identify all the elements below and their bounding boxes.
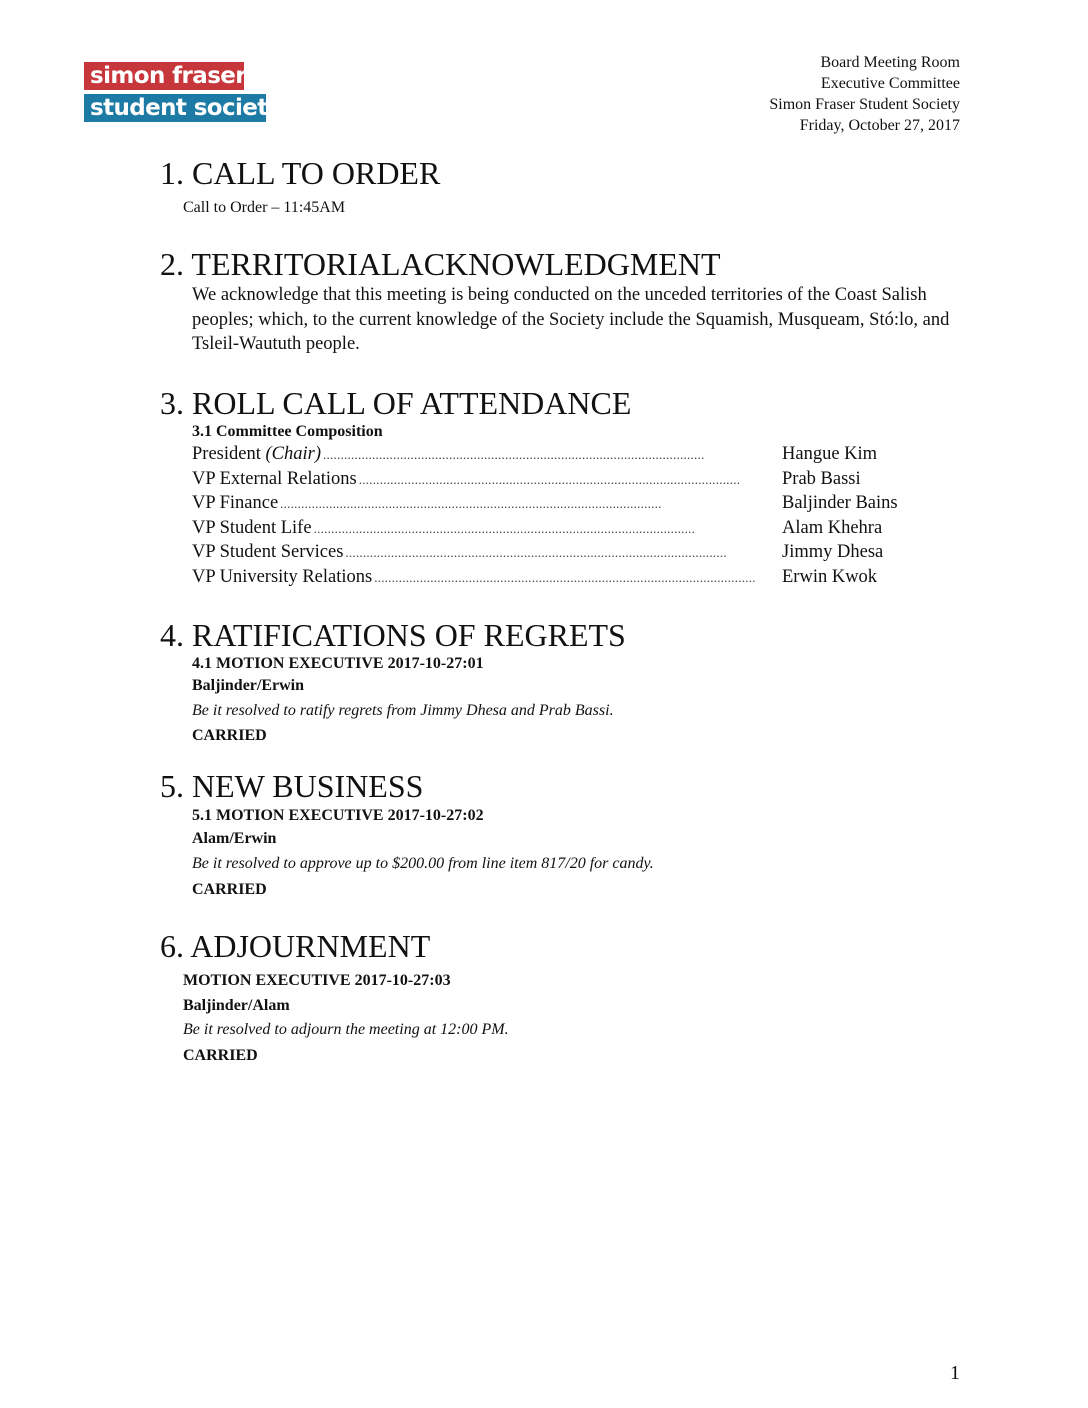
section-4-heading: 4. RATIFICATIONS OF REGRETS — [160, 617, 626, 653]
logo-line-1: simon fraser — [84, 62, 244, 90]
leader-dots — [280, 492, 780, 517]
committee-composition-subheading: 3.1 Committee Composition — [192, 423, 383, 440]
roster-row — [192, 565, 932, 590]
document-header — [769, 52, 960, 136]
header-organization: Simon Fraser Student Society — [769, 96, 960, 113]
roster-name: Alam Khehra — [782, 517, 883, 538]
leader-dots — [345, 541, 780, 566]
sfss-logo — [84, 62, 283, 124]
section-5-heading: 5. NEW BUSINESS — [160, 768, 424, 804]
roster-position: VP Student Services — [192, 542, 344, 562]
leader-dots — [359, 468, 780, 493]
roster-position: President (Chair) — [192, 444, 321, 464]
motion-4-1-text: Be it resolved to ratify regrets from Jimmy Dhesa and Prab Bassi. — [192, 702, 614, 719]
motion-4-1-movers: Baljinder/Erwin — [192, 677, 305, 694]
motion-5-1-text: Be it resolved to approve up to $200.00 from line item 817/20 for candy. — [192, 855, 654, 872]
leader-dots — [323, 443, 780, 468]
roster-name: Jimmy Dhesa — [782, 542, 884, 562]
roster-name: Baljinder Bains — [782, 493, 898, 513]
roster-name: Prab Bassi — [782, 468, 861, 489]
roster-position: VP Finance — [192, 493, 279, 513]
section-2-heading: 2. TERRITORIALACKNOWLEDGMENT — [160, 246, 721, 282]
roster-position: VP External Relations — [192, 468, 357, 489]
motion-6-result: CARRIED — [183, 1047, 258, 1064]
section-3-heading: 3. ROLL CALL OF ATTENDANCE — [160, 385, 632, 421]
motion-6-text: Be it resolved to adjourn the meeting at 12:00 PM. — [183, 1021, 509, 1038]
call-to-order-text: Call to Order – 11:45AM — [183, 199, 346, 216]
roster-row — [192, 516, 932, 541]
territorial-acknowledgment-text: We acknowledge that this meeting is being conducted on the unceded territories of the Coast Salish peoples; which, to the current knowledge of the Society include the Squamish, Musqueam, Stó:lo, and Tsleil-Waututh people. — [192, 285, 950, 354]
section-1-heading: 1. CALL TO ORDER — [160, 155, 441, 191]
header-location: Board Meeting Room — [820, 54, 960, 71]
attendance-roster — [192, 442, 932, 589]
leader-dots — [374, 566, 780, 591]
motion-5-1-number: 5.1 MOTION EXECUTIVE 2017-10-27:02 — [192, 807, 484, 824]
header-committee: Executive Committee — [820, 75, 960, 92]
roster-row — [192, 540, 932, 565]
roster-row — [192, 442, 932, 467]
motion-4-1-number: 4.1 MOTION EXECUTIVE 2017-10-27:01 — [192, 655, 484, 672]
roster-position: VP University Relations — [192, 566, 373, 587]
leader-dots — [314, 517, 780, 542]
page-number: 1 — [950, 1362, 960, 1384]
roster-position: VP Student Life — [192, 517, 312, 538]
logo-line-2: student society — [84, 94, 266, 122]
roster-name: Erwin Kwok — [782, 566, 878, 587]
motion-5-1-movers: Alam/Erwin — [192, 830, 277, 847]
roster-row — [192, 491, 932, 516]
motion-5-1-result: CARRIED — [192, 881, 267, 898]
motion-6-number: MOTION EXECUTIVE 2017-10-27:03 — [183, 972, 451, 989]
roster-row — [192, 467, 932, 492]
section-6-heading: 6. ADJOURNMENT — [160, 928, 431, 964]
roster-name: Hangue Kim — [782, 444, 878, 464]
header-date: Friday, October 27, 2017 — [799, 117, 960, 134]
motion-4-1-result: CARRIED — [192, 727, 267, 744]
motion-6-movers: Baljinder/Alam — [183, 997, 290, 1014]
